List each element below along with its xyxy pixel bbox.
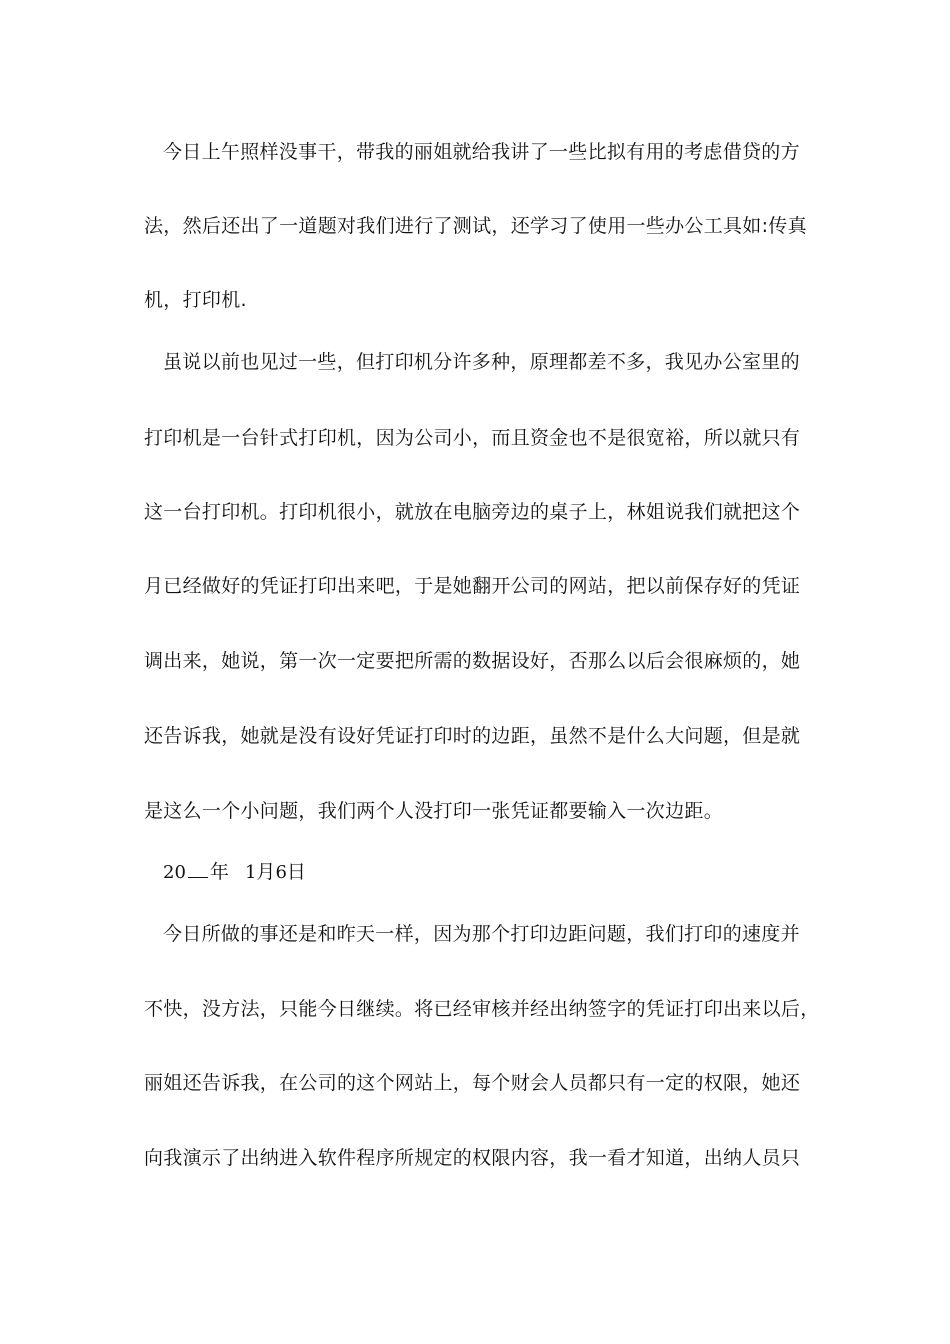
paragraph-3-line-1: 今日所做的事还是和昨天一样，因为那个打印边距问题，我们打印的速度并 (163, 923, 800, 945)
date-month-char: 月 (256, 861, 276, 883)
paragraph-3-line-3: 丽姐还告诉我，在公司的这个网站上，每个财会人员都只有一定的权限，她还 (144, 1072, 801, 1094)
paragraph-2-line-1: 虽说以前也见过一些，但打印机分许多种，原理都差不多，我见办公室里的 (163, 351, 800, 373)
paragraph-2-line-7: 是这么一个小问题，我们两个人没打印一张凭证都要输入一次边距。 (144, 800, 724, 822)
paragraph-1-line-3: 机，打印机. (144, 289, 247, 311)
paragraph-1-line-1: 今日上午照样没事干，带我的丽姐就给我讲了一些比拟有用的考虑借贷的方 (163, 141, 800, 163)
date-heading (163, 860, 306, 885)
paragraph-3-line-4: 向我演示了出纳进入软件程序所规定的权限内容，我一看才知道，出纳人员只 (144, 1147, 801, 1169)
date-day-num: 6 (275, 862, 287, 883)
paragraph-2-line-6: 还告诉我，她就是没有设好凭证打印时的边距，虽然不是什么大问题，但是就 (144, 725, 801, 747)
date-year-prefix: 20 (163, 862, 186, 883)
date-year-blank (188, 861, 208, 878)
paragraph-2-line-5: 调出来，她说，第一次一定要把所需的数据设好，否那么以后会很麻烦的，她 (144, 650, 801, 672)
date-month-num: 1 (244, 862, 257, 883)
paragraph-1-line-2: 法，然后还出了一道题对我们进行了测试，还学习了使用一些办公工具如:传真 (144, 215, 807, 237)
paragraph-2-line-2: 打印机是一台针式打印机，因为公司小，而且资金也不是很宽裕，所以就只有 (144, 427, 801, 449)
date-day-char: 日 (286, 861, 306, 883)
paragraph-3-line-2: 不快，没方法，只能今日继续。将已经审核并经出纳签字的凭证打印出来以后， (144, 998, 820, 1020)
paragraph-2-line-4: 月已经做好的凭证打印出来吧，于是她翻开公司的网站，把以前保存好的凭证 (144, 575, 801, 597)
paragraph-2-line-3: 这一台打印机。打印机很小，就放在电脑旁边的桌子上，林姐说我们就把这个 (144, 501, 801, 523)
date-year-char: 年 (209, 861, 229, 883)
